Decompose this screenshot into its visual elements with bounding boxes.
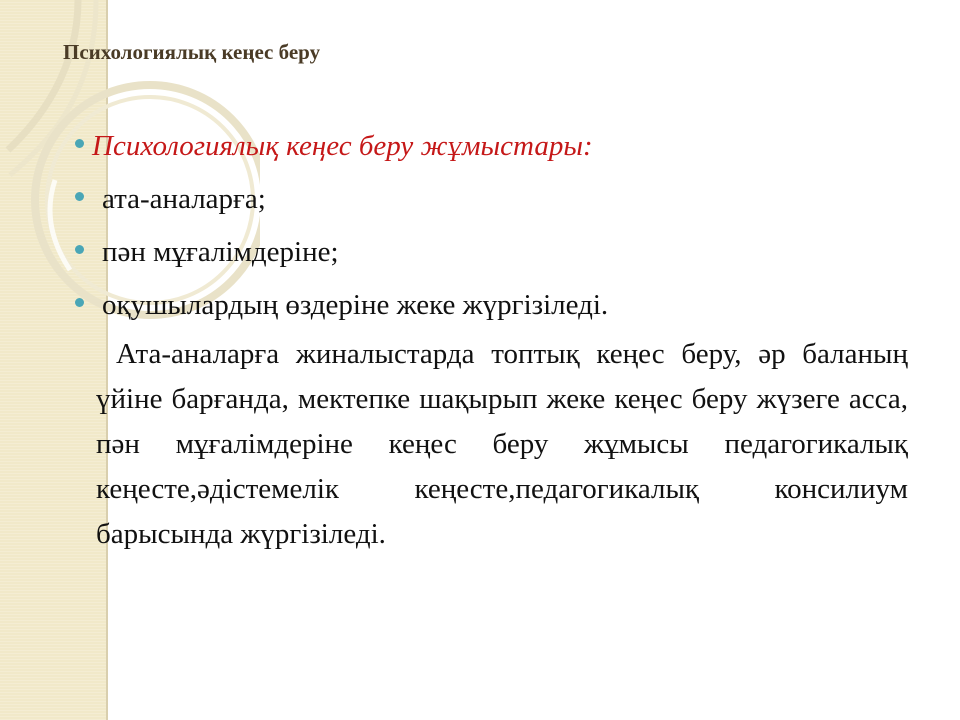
bullet-dot-icon <box>75 245 84 254</box>
bullet-text: оқушылардың өздеріне жеке жүргізіледі. <box>102 289 609 321</box>
bullet-dot-icon <box>75 192 84 201</box>
bullet-list <box>70 120 910 332</box>
slide-content <box>70 120 910 557</box>
bullet-dot-icon <box>75 298 84 307</box>
bullet-text: пән мұғалімдеріне; <box>102 236 339 268</box>
slide-title: Психологиялық кеңес беру <box>63 40 321 64</box>
list-item <box>70 120 910 173</box>
bullet-heading: Психологиялық кеңес беру жұмыстары: <box>92 130 593 162</box>
list-item <box>70 279 910 332</box>
bullet-text: ата-аналарға; <box>102 183 266 215</box>
list-item <box>70 226 910 279</box>
bullet-dot-icon <box>75 139 84 148</box>
body-paragraph: Ата-аналарға жиналыстарда топтық кеңес беру, әр баланың үйіне барғанда, мектепке шақырып жеке кеңес беру жүзеге асса, пән мұғалімдеріне кеңес беру жұмысы педагогикалық кеңесте,әдістемелік кеңесте,педагогикалық консилиум барысында жүргізіледі. <box>96 338 908 550</box>
list-item <box>70 173 910 226</box>
